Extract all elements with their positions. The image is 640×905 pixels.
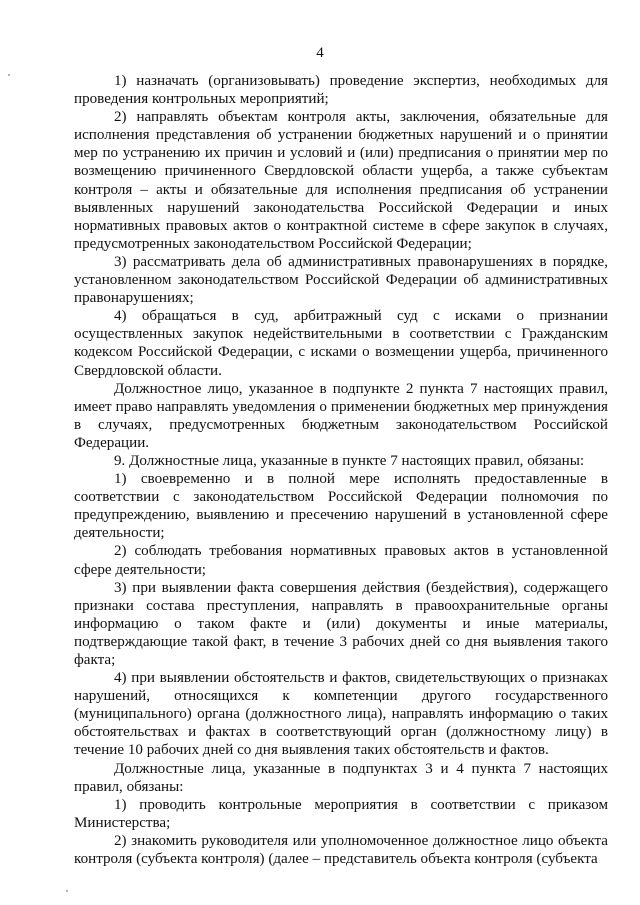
paragraph: 9. Должностные лица, указанные в пункте 7 настоящих правил, обязаны: [114,452,585,469]
paragraph: Должностное лицо, указанное в подпункте 2 пункта 7 настоящих правил, имеет право направлять уведомления о применении бюджетных мер принуждения в случаях, предусмотренных бюджетным законодательством Российской Федерации. [74,380,608,451]
paragraph: 4) при выявлении обстоятельств и фактов, свидетельствующих о признаках нарушений, относящихся к компетенции другого государственного (муниципального) органа (должностного лица), направлять информацию о таких обстоятельствах и фактах в соответствующий орган (должностному лицу) в течение 10 рабочих дней со дня выявления таких обстоятельств и фактов. [74,670,608,759]
paragraph: 4) обращаться в суд, арбитражный суд с исками о признании осуществленных закупок недействительными в соответствии с Гражданским кодексом Российской Федерации, с исками о возмещении ущерба, причиненного Свердловской области. [74,308,608,379]
paragraph: 1) проводить контрольные мероприятия в соответствии с приказом Министерства; [74,796,608,831]
paragraph: 1) назначать (организовывать) проведение экспертиз, необходимых для проведения контрольных мероприятий; [74,73,608,108]
scan-artifact [66,890,68,892]
paragraph: 2) знакомить руководителя или уполномоченное должностное лицо объекта контроля (субъекта контроля) (далее – представитель объекта контроля (субъекта [74,832,608,868]
page-number: 4 [316,45,324,61]
paragraph: 3) рассматривать дела об административных правонарушениях в порядке, установленном законодательством Российской Федерации об административных правонарушениях; [74,253,608,307]
paragraph: 1) своевременно и в полной мере исполнять предоставленные в соответствии с законодательством Российской Федерации полномочия по предупреждению, выявлению и пресечению нарушений в установленной сфере деятельности; [74,471,608,542]
paragraph: Должностные лица, указанные в подпунктах 3 и 4 пункта 7 настоящих правил, обязаны: [74,760,608,795]
paragraph: 2) соблюдать требования нормативных правовых актов в установленной сфере деятельности; [74,543,608,578]
paragraph: 2) направлять объектам контроля акты, заключения, обязательные для исполнения представления об устранении бюджетных нарушений и о принятии мер по устранению их причин и условий и (или) предписания о принятии мер по возмещению причиненного Свердловской области ущерба, а также субъектам контроля – акты и обязательные для исполнения предписания об устранении выявленных нарушений законодательства Российской Федерации и иных нормативных правовых актов о контрактной системе в сфере закупок в случаях, предусмотренных законодательством Российской Федерации; [74,109,608,252]
paragraph: 3) при выявлении факта совершения действия (бездействия), содержащего признаки состава преступления, направлять в правоохранительные органы информацию о таком факте и (или) документы и иные материалы, подтверждающие такой факт, в течение 3 рабочих дней со дня выявления такого факта; [74,579,608,668]
scan-artifact [8,74,10,76]
document-body [74,72,608,868]
